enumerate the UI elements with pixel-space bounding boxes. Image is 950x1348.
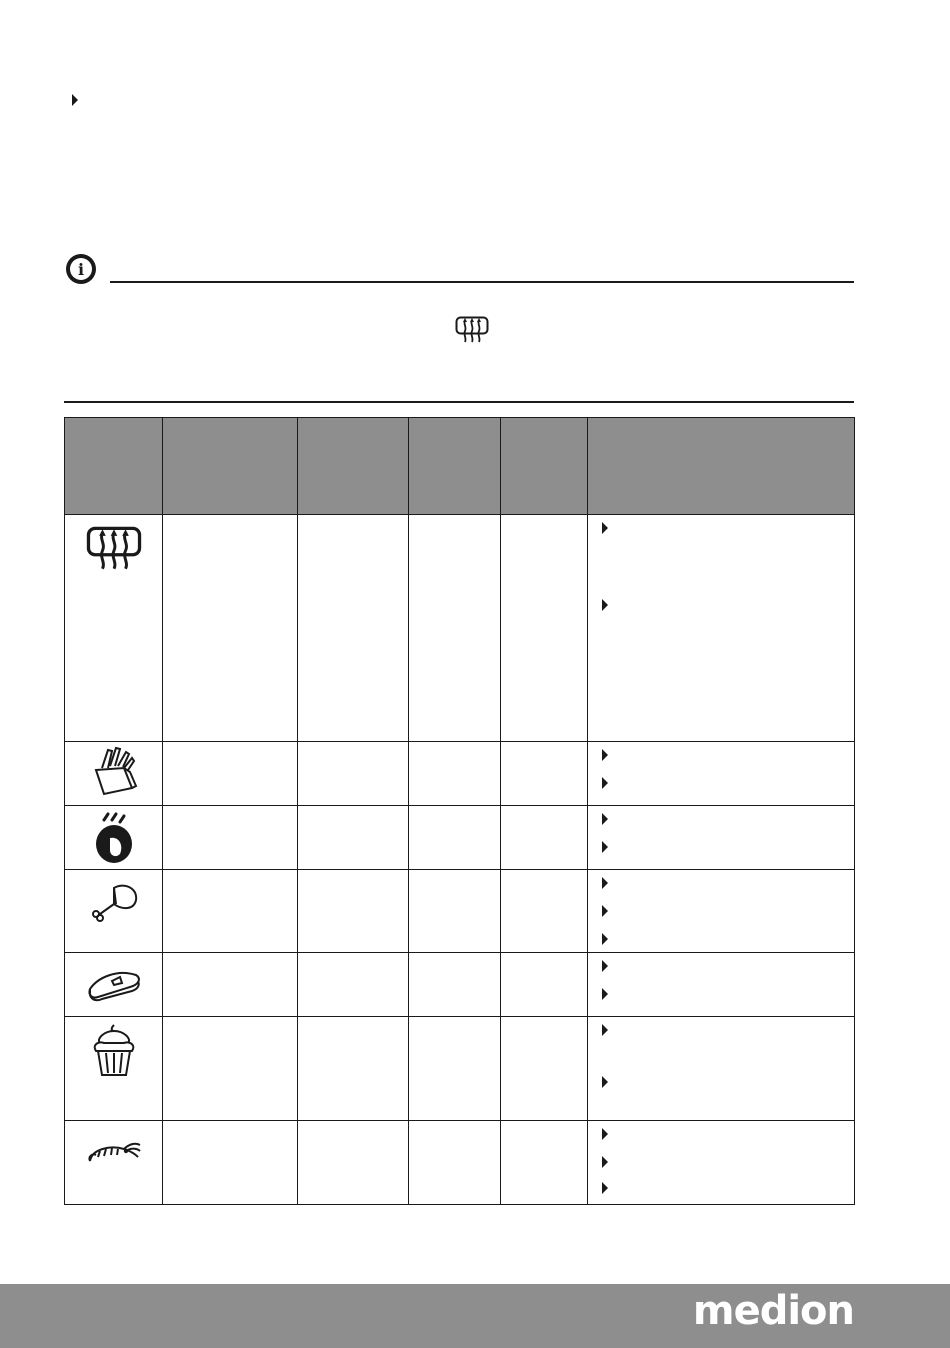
notes-cell — [588, 742, 855, 806]
info-icon — [66, 254, 96, 284]
table-row-preheat — [65, 515, 855, 742]
cell — [409, 515, 501, 742]
cell — [298, 742, 409, 806]
triangle-bullet-icon — [602, 1128, 608, 1140]
header-cell-3 — [298, 418, 409, 515]
header-cell-5 — [501, 418, 588, 515]
icon-cell — [65, 1121, 163, 1205]
cell — [501, 1017, 588, 1121]
header-cell-2 — [163, 418, 298, 515]
icon-cell — [65, 870, 163, 953]
triangle-bullet-icon — [602, 749, 608, 761]
cell — [298, 1121, 409, 1205]
table-row-shrimp — [65, 1121, 855, 1205]
triangle-bullet-icon — [602, 599, 608, 611]
triangle-bullet-icon — [602, 522, 608, 534]
table-row-steak — [65, 953, 855, 1017]
triangle-bullet-icon — [602, 841, 608, 853]
inline-preheat-icon — [455, 316, 489, 344]
cell — [163, 953, 298, 1017]
triangle-bullet-icon — [602, 1024, 608, 1036]
notes-cell — [588, 515, 855, 742]
triangle-bullet-icon — [602, 813, 608, 825]
table-top-rule — [64, 401, 854, 403]
cupcake-icon — [90, 1021, 138, 1079]
cell — [501, 806, 588, 870]
icon-cell — [65, 742, 163, 806]
triangle-bullet-icon — [602, 1182, 608, 1194]
triangle-bullet-icon — [602, 1156, 608, 1168]
icon-cell — [65, 806, 163, 870]
header-cell-4 — [409, 418, 501, 515]
cell — [163, 870, 298, 953]
cell — [409, 806, 501, 870]
medion-logo: medion — [692, 1288, 854, 1334]
cell — [409, 1121, 501, 1205]
notes-cell — [588, 953, 855, 1017]
header-cell-icon — [65, 418, 163, 515]
notes-cell — [588, 1017, 855, 1121]
triangle-bullet-icon — [602, 933, 608, 945]
triangle-bullet-icon — [602, 877, 608, 889]
cell — [501, 953, 588, 1017]
cell — [298, 1017, 409, 1121]
cell — [501, 515, 588, 742]
cell — [298, 953, 409, 1017]
cell — [163, 1017, 298, 1121]
shrimp-icon — [84, 1137, 144, 1169]
cell — [298, 806, 409, 870]
triangle-bullet-icon — [602, 777, 608, 789]
cell — [409, 1017, 501, 1121]
fries-icon — [88, 746, 140, 798]
page-footer — [0, 1284, 950, 1348]
cell — [501, 870, 588, 953]
chicken-drumstick-icon — [86, 880, 142, 924]
cell — [163, 1121, 298, 1205]
triangle-bullet-icon — [602, 1076, 608, 1088]
icon-cell — [65, 515, 163, 742]
notes-cell — [588, 1121, 855, 1205]
cell — [409, 953, 501, 1017]
triangle-bullet-icon — [602, 960, 608, 972]
cell — [409, 742, 501, 806]
header-cell-notes — [588, 418, 855, 515]
triangle-bullet-icon — [602, 988, 608, 1000]
icon-cell — [65, 953, 163, 1017]
cooking-table — [64, 417, 855, 1205]
roast-icon — [88, 810, 140, 866]
cell — [501, 1121, 588, 1205]
table-header-row — [65, 418, 855, 515]
cell — [163, 515, 298, 742]
preheat-icon — [86, 525, 142, 573]
table-row-cupcake — [65, 1017, 855, 1121]
top-bullet-icon — [72, 94, 78, 106]
cell — [298, 870, 409, 953]
info-rule — [110, 281, 854, 283]
table-row-fries — [65, 742, 855, 806]
notes-cell — [588, 870, 855, 953]
table-row-roast — [65, 806, 855, 870]
cell — [409, 870, 501, 953]
triangle-bullet-icon — [602, 905, 608, 917]
cell — [501, 742, 588, 806]
info-letter: i — [70, 258, 92, 280]
table-row-chicken — [65, 870, 855, 953]
steak-icon — [84, 963, 144, 1007]
cell — [163, 806, 298, 870]
icon-cell — [65, 1017, 163, 1121]
cell — [298, 515, 409, 742]
cell — [163, 742, 298, 806]
notes-cell — [588, 806, 855, 870]
